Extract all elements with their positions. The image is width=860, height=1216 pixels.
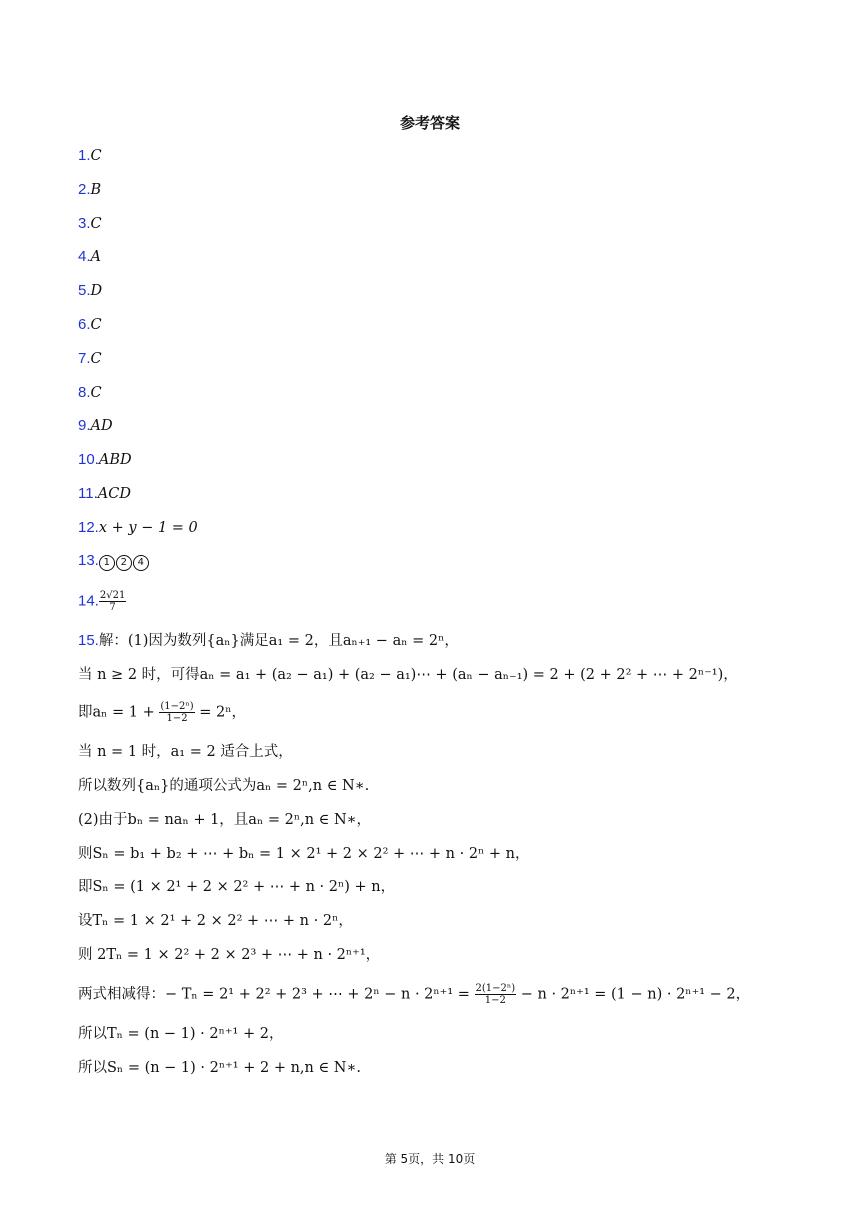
question-number: 6. <box>78 316 91 333</box>
fraction-denominator: 7 <box>109 602 116 613</box>
question-number: 1. <box>78 147 91 164</box>
answer-text: C <box>90 351 102 367</box>
answer-row-2 <box>78 180 101 200</box>
answer-row-4 <box>78 247 101 267</box>
solution-line-11 <box>78 983 750 1006</box>
question-number: 10. <box>78 451 99 468</box>
answer-row-14 <box>78 590 126 613</box>
answer-text: C <box>90 148 102 164</box>
circled-number: 1 <box>99 555 115 571</box>
answer-row-11 <box>78 484 131 504</box>
solution-line-9: 设Tₙ = 1 × 2¹ + 2 × 2² + ⋯ + n · 2ⁿ， <box>78 913 353 929</box>
answer-text: C <box>90 317 102 333</box>
fraction-denominator: 1−2 <box>166 713 188 724</box>
answer-row-3 <box>78 214 102 234</box>
solution-line-6: (2)由于bₙ = naₙ + 1，且aₙ = 2ⁿ,n ∈ N∗， <box>78 812 372 828</box>
question-number: 3. <box>78 215 91 232</box>
fraction <box>159 701 194 724</box>
answer-row-9 <box>78 416 113 436</box>
circled-number: 2 <box>116 555 132 571</box>
fraction-numerator: 2(1−2ⁿ) <box>475 983 516 994</box>
fraction-denominator: 1−2 <box>484 995 506 1006</box>
solution-line-3 <box>78 701 246 724</box>
answer-row-1 <box>78 146 102 166</box>
solution-line-2: 当 n ≥ 2 时，可得aₙ = a₁ + (a₂ − a₁) + (a₂ − a₁)⋯ + (aₙ − aₙ₋₁) = 2 + (2 + 2² + ⋯ + 2ⁿ⁻¹)， <box>78 667 738 683</box>
solution-line-4: 当 n = 1 时，a₁ = 2 适合上式， <box>78 744 293 760</box>
question-number: 12. <box>78 519 99 536</box>
page-footer: 第 5页，共 10页 <box>384 1152 476 1166</box>
answer-text: AD <box>90 418 113 434</box>
question-number: 13. <box>78 552 99 569</box>
solution-line-13: 所以Sₙ = (n − 1) · 2ⁿ⁺¹ + 2 + n,n ∈ N∗. <box>78 1060 361 1076</box>
question-number: 15. <box>78 632 99 649</box>
solution-line-10: 则 2Tₙ = 1 × 2² + 2 × 2³ + ⋯ + n · 2ⁿ⁺¹， <box>78 947 381 963</box>
circled-number: 4 <box>133 555 149 571</box>
answer-row-12 <box>78 518 198 538</box>
solution-line-7: 则Sₙ = b₁ + b₂ + ⋯ + bₙ = 1 × 2¹ + 2 × 2² + ⋯ + n · 2ⁿ + n， <box>78 846 530 862</box>
question-number: 14. <box>78 592 99 610</box>
answer-row-6 <box>78 315 102 335</box>
formula-prefix: 即aₙ = 1 + <box>78 704 160 721</box>
fraction <box>99 590 126 613</box>
formula-prefix: 两式相减得：− Tₙ = 2¹ + 2² + 2³ + ⋯ + 2ⁿ − n · 2ⁿ⁺¹ = <box>78 986 475 1003</box>
fraction-numerator: 2√21 <box>99 590 126 601</box>
question-number: 5. <box>78 282 91 299</box>
page-title: 参考答案 <box>399 114 460 132</box>
question-number: 7. <box>78 350 91 367</box>
answer-text: ACD <box>97 486 131 502</box>
question-number: 9. <box>78 417 91 434</box>
formula-suffix: − n · 2ⁿ⁺¹ = (1 − n) · 2ⁿ⁺¹ − 2， <box>516 986 751 1003</box>
answer-text: x + y − 1 = 0 <box>98 520 198 536</box>
solution-line-8: 即Sₙ = (1 × 2¹ + 2 × 2² + ⋯ + n · 2ⁿ) + n， <box>78 879 396 895</box>
formula-suffix: = 2ⁿ， <box>194 704 246 721</box>
solution-line-12: 所以Tₙ = (n − 1) · 2ⁿ⁺¹ + 2， <box>78 1026 284 1042</box>
answer-text: A <box>90 249 101 265</box>
question-number: 8. <box>78 384 91 401</box>
fraction-numerator: (1−2ⁿ) <box>160 701 194 712</box>
answer-row-7 <box>78 349 102 369</box>
answer-row-8 <box>78 383 102 403</box>
answer-row-10 <box>78 450 132 470</box>
answer-row-13 <box>78 551 150 571</box>
answer-text: B <box>90 182 102 198</box>
solution-line-5: 所以数列{aₙ}的通项公式为aₙ = 2ⁿ,n ∈ N∗. <box>78 778 370 794</box>
answer-text: D <box>90 283 103 299</box>
question-number: 2. <box>78 181 91 198</box>
solution-line-1 <box>78 631 459 651</box>
fraction <box>475 983 517 1006</box>
answer-row-5 <box>78 281 102 301</box>
question-number: 4. <box>78 248 91 265</box>
answer-text: ABD <box>98 452 132 468</box>
answer-text: C <box>90 385 102 401</box>
answer-text: C <box>90 216 102 232</box>
solution-text: 解：(1)因为数列{aₙ}满足a₁ = 2，且aₙ₊₁ − aₙ = 2ⁿ， <box>98 633 459 649</box>
question-number: 11. <box>78 485 98 502</box>
